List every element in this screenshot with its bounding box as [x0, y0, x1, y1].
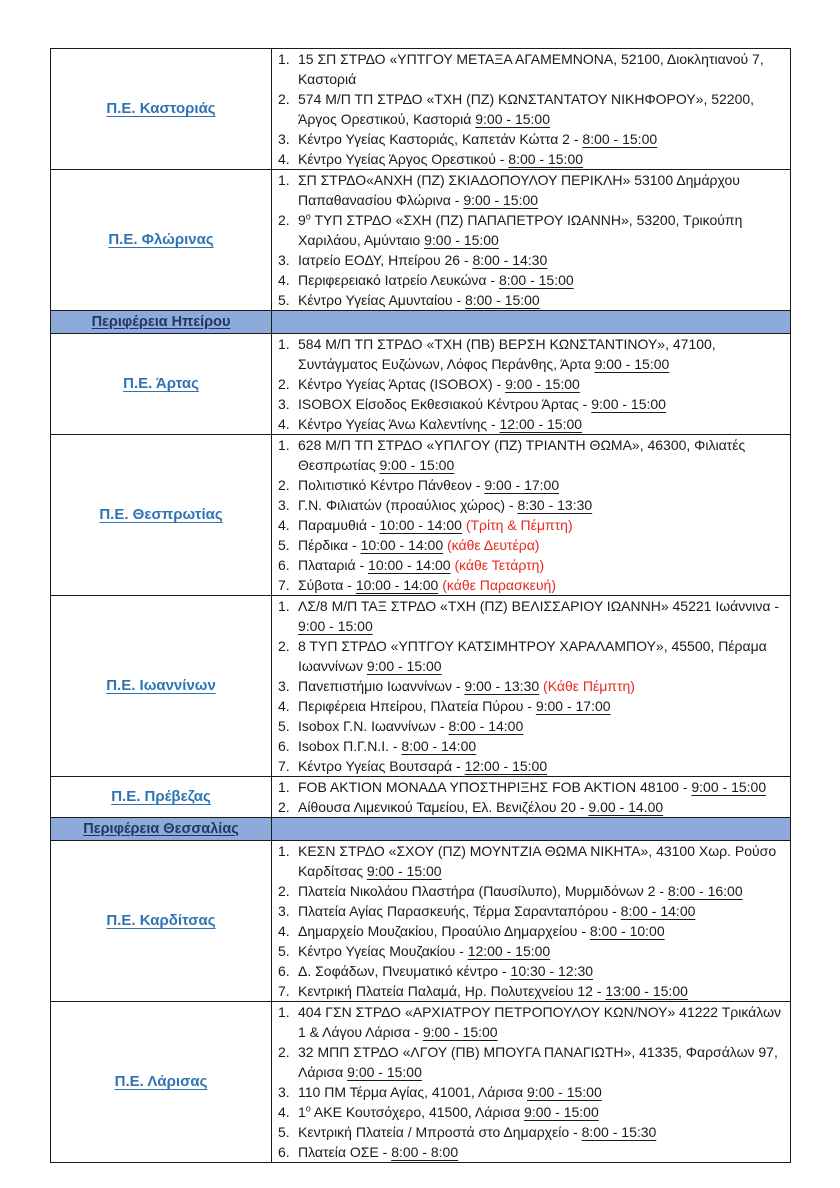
opening-hours: 13:00 - 15:00: [605, 983, 688, 999]
location-item-text: [298, 881, 790, 901]
location-item-text: [298, 555, 790, 575]
location-item: [272, 334, 790, 374]
location-text-segment: Πλατεία ΟΣΕ -: [298, 1144, 392, 1160]
day-note: (κάθε Τετάρτη): [454, 557, 545, 573]
locations-cell: [272, 1002, 791, 1163]
location-item-number: 7.: [278, 758, 290, 774]
location-item-number: 5.: [278, 943, 290, 959]
location-item-number: 4.: [278, 517, 290, 533]
opening-hours: 9.00 - 14.00: [588, 799, 664, 815]
region-link[interactable]: Π.Ε. Καστοριάς: [106, 100, 216, 117]
location-item-text: [298, 129, 790, 149]
location-text-segment: 15 ΣΠ ΣΤΡΔΟ «ΥΠΤΓΟΥ ΜΕΤΑΞΑ ΑΓΑΜΕΜΝΟΝΑ, 52100, Διοκλητιανού 7, Καστοριά: [298, 51, 764, 87]
location-item-text: [298, 1002, 790, 1042]
location-item-number: 5.: [278, 1124, 290, 1140]
location-text-segment: Isobox Γ.Ν. Ιωαννίνων -: [298, 718, 449, 734]
location-item: [272, 149, 790, 169]
opening-hours: 10:00 - 14:00: [360, 537, 444, 553]
location-item-number: 2.: [278, 1044, 290, 1060]
opening-hours: 8:00 - 16:00: [667, 883, 743, 899]
opening-hours: 9:00 - 15:00: [424, 232, 499, 248]
locations-cell: [272, 334, 791, 435]
location-text-segment: Πλατεία Νικολάου Πλαστήρα (Παυσίλυπο), Μυρμιδόνων 2 -: [298, 883, 668, 899]
location-item-text: [298, 270, 790, 290]
opening-hours: 12:00 - 15:00: [467, 943, 551, 959]
location-text-segment: Κέντρο Υγείας Άνω Καλεντίνης -: [298, 416, 500, 432]
region-row: [51, 49, 791, 170]
location-item-text: [298, 1142, 790, 1162]
location-item-text: [298, 901, 790, 921]
location-item: [272, 290, 790, 310]
location-item-text: [298, 777, 790, 797]
region-link[interactable]: Π.Ε. Λάρισας: [114, 1073, 208, 1090]
location-text-segment: FOB AKTION ΜΟΝΑΔΑ ΥΠΟΣΤΗΡΙΞΗΣ FOB AKTION 48100 -: [298, 779, 692, 795]
location-text-segment: Κέντρο Υγείας Άργος Ορεστικού -: [298, 151, 509, 167]
location-item: [272, 981, 790, 1001]
location-text-segment: Κεντρική Πλατεία / Μπροστά στο Δημαρχείο -: [298, 1124, 582, 1140]
location-text-segment: Κέντρο Υγείας Άρτας (ISOBOX) -: [298, 376, 506, 392]
opening-hours: 9:00 - 15:00: [366, 863, 442, 879]
region-row: [51, 1002, 791, 1163]
location-text-segment: ΛΣ/8 Μ/Π ΤΑΞ ΣΤΡΔΟ «ΤΧΗ (ΠΖ) ΒΕΛΙΣΣΑΡΙΟΥ ΙΩΑΝΝΗ» 45221 Ιωάννινα -: [298, 598, 779, 614]
location-item-text: [298, 334, 790, 374]
location-item-number: 1.: [278, 336, 290, 352]
location-item-text: [298, 696, 790, 716]
location-item-number: 2.: [278, 376, 290, 392]
region-cell: [51, 841, 272, 1002]
location-text-segment: Isobox Π.Γ.Ν.Ι. -: [298, 738, 402, 754]
region-link[interactable]: Π.Ε. Ιωαννίνων: [106, 677, 216, 694]
location-text-segment: 404 ΓΣΝ ΣΤΡΔΟ «ΑΡΧΙΑΤΡΟΥ ΠΕΤΡΟΠΟΥΛΟΥ ΚΩΝ/ΝΟΥ» 41222 Τρικάλων 1 & Λάγου Λάρισα -: [298, 1004, 781, 1040]
location-item: [272, 129, 790, 149]
region-cell: [51, 1002, 272, 1163]
region-link[interactable]: Π.Ε. Άρτας: [123, 375, 199, 392]
locations-cell: [272, 777, 791, 818]
locations-table: [50, 48, 791, 1163]
location-item-text: [298, 575, 790, 595]
location-item: [272, 941, 790, 961]
location-item-text: [298, 250, 790, 270]
region-cell: [51, 334, 272, 435]
location-item: [272, 475, 790, 495]
location-item: [272, 515, 790, 535]
locations-table-body: [51, 49, 791, 1163]
opening-hours: 12:00 - 15:00: [464, 758, 548, 774]
location-item-number: 5.: [278, 292, 290, 308]
location-item-number: 3.: [278, 252, 290, 268]
opening-hours: 8:00 - 14:30: [472, 252, 548, 268]
opening-hours: 9:00 - 15:00: [475, 111, 550, 127]
opening-hours: 9:00 - 15:00: [379, 457, 455, 473]
location-item-number: 4.: [278, 272, 290, 288]
location-text-segment: Σύβοτα -: [298, 577, 356, 593]
location-text-segment: 584 Μ/Π ΤΠ ΣΤΡΔΟ «ΤΧΗ (ΠΒ) ΒΕΡΣΗ ΚΩΝΣΤΑΝΤΙΝΟΥ», 47100, Συντάγματος Ευζώνων, Λόφος Περάνθης, Άρτα: [298, 336, 716, 372]
section-header-cell: [51, 818, 272, 841]
location-item: [272, 777, 790, 797]
location-item: [272, 736, 790, 756]
location-item-text: [298, 475, 790, 495]
location-text-segment: Ιατρείο ΕΟΔΥ, Ηπείρου 26 -: [298, 252, 473, 268]
location-item-text: [298, 149, 790, 169]
section-header-label: Περιφέρεια Θεσσαλίας: [83, 821, 239, 837]
location-text-segment: 8 ΤΥΠ ΣΤΡΔΟ «ΥΠΤΓΟΥ ΚΑΤΣΙΜΗΤΡΟΥ ΧΑΡΑΛΑΜΠΟΥ», 45500, Πέραμα Ιωαννίνων: [298, 638, 767, 674]
location-text-segment: Πέρδικα -: [298, 537, 361, 553]
location-item: [272, 374, 790, 394]
location-item: [272, 1142, 790, 1162]
location-item: [272, 394, 790, 414]
opening-hours: 8:00 - 14:00: [448, 718, 524, 734]
location-item-number: 4.: [278, 923, 290, 939]
location-item-number: 1.: [278, 172, 290, 188]
opening-hours: 9:00 - 17:00: [484, 477, 560, 493]
opening-hours: 8:00 - 15:00: [464, 292, 540, 308]
location-item-text: [298, 736, 790, 756]
opening-hours: 9:00 - 15:00: [524, 1104, 599, 1120]
location-item-text: [298, 756, 790, 776]
opening-hours: 10:00 - 14:00: [368, 557, 451, 573]
location-item: [272, 435, 790, 475]
location-text-segment: Κέντρο Υγείας Αμυνταίου -: [298, 292, 465, 308]
region-link[interactable]: Π.Ε. Θεσπρωτίας: [99, 506, 223, 523]
opening-hours: 9:00 - 15:00: [691, 779, 767, 795]
location-item-text: [298, 435, 790, 475]
location-item-text: [298, 515, 790, 535]
opening-hours: 9:00 - 15:00: [298, 618, 373, 634]
location-item-text: [298, 1122, 790, 1142]
opening-hours: 8:00 - 15:00: [508, 151, 584, 167]
location-text-segment: ΚΕΣΝ ΣΤΡΔΟ «ΣΧΟΥ (ΠΖ) ΜΟΥΝΤΖΙΑ ΘΩΜΑ ΝΙΚΗΤΑ», 43100 Χωρ. Ρούσο Καρδίτσας: [298, 843, 777, 879]
region-row: [51, 334, 791, 435]
location-text-segment: Πλατεία Αγίας Παρασκευής, Τέρμα Σαρανταπόρου -: [298, 903, 621, 919]
region-link[interactable]: Π.Ε. Πρέβεζας: [111, 788, 211, 805]
opening-hours: 9:00 - 15:00: [347, 1064, 422, 1080]
location-text-segment: 574 Μ/Π ΤΠ ΣΤΡΔΟ «ΤΧΗ (ΠΖ) ΚΩΝΣΤΑΝΤΑΤΟΥ ΝΙΚΗΦΟΡΟΥ», 52200, Άργος Ορεστικού, Καστοριά: [298, 91, 755, 127]
location-text-segment: ΑΚΕ Κουτσόχερο, 41500, Λάρισα: [310, 1104, 525, 1120]
opening-hours: 9:00 - 13:30: [464, 678, 540, 694]
opening-hours: 8:00 - 14:00: [401, 738, 477, 754]
location-item-number: 7.: [278, 983, 290, 999]
location-item: [272, 841, 790, 881]
location-text-segment: Γ.Ν. Φιλιατών (προαύλιος χώρος) -: [298, 497, 518, 513]
location-item: [272, 1002, 790, 1042]
location-item-number: 2.: [278, 883, 290, 899]
region-cell: [51, 596, 272, 777]
location-text-segment: Κέντρο Υγείας Καστοριάς, Καπετάν Κώττα 2 -: [298, 131, 583, 147]
location-text-segment: 32 ΜΠΠ ΣΤΡΔΟ «ΛΓΟΥ (ΠΒ) ΜΠΟΥΓΑ ΠΑΝΑΓΙΩΤΗ», 41335, Φαρσάλων 97, Λάρισα: [298, 1044, 778, 1080]
location-text-segment: Αίθουσα Λιμενικού Ταμείου, Ελ. Βενιζέλου 20 -: [298, 799, 589, 815]
location-item: [272, 636, 790, 676]
location-text-segment: Κεντρική Πλατεία Παλαμά, Ηρ. Πολυτεχνείου 12 -: [298, 983, 606, 999]
region-link[interactable]: Π.Ε. Καρδίτσας: [106, 912, 216, 929]
location-text-segment: Κέντρο Υγείας Βουτσαρά -: [298, 758, 465, 774]
day-note: (Κάθε Πέμπτη): [543, 678, 635, 694]
location-item-number: 2.: [278, 91, 290, 107]
section-header-cell-right: [272, 818, 791, 841]
opening-hours: 9:00 - 15:00: [422, 1024, 498, 1040]
location-item-number: 3.: [278, 131, 290, 147]
location-item: [272, 1042, 790, 1082]
location-item-text: [298, 414, 790, 434]
location-item-number: 3.: [278, 903, 290, 919]
location-item: [272, 1122, 790, 1142]
location-item-number: 6.: [278, 1144, 290, 1160]
location-text-segment: Κέντρο Υγείας Μουζακίου -: [298, 943, 468, 959]
location-item-text: [298, 596, 790, 636]
location-item: [272, 170, 790, 210]
opening-hours: 8:00 - 10:00: [589, 923, 665, 939]
location-item-text: [298, 394, 790, 414]
location-item-text: [298, 981, 790, 1001]
day-note: (κάθε Δευτέρα): [447, 537, 540, 553]
location-item: [272, 495, 790, 515]
location-item-text: [298, 921, 790, 941]
location-item-number: 3.: [278, 1084, 290, 1100]
location-item-text: [298, 676, 790, 696]
region-cell: [51, 777, 272, 818]
location-text-segment: 9: [298, 212, 306, 228]
location-item: [272, 797, 790, 817]
region-row: [51, 435, 791, 596]
region-row: [51, 841, 791, 1002]
opening-hours: 8:30 - 13:30: [517, 497, 593, 513]
location-text-segment: Δημαρχείο Μουζακίου, Προαύλιο Δημαρχείου -: [298, 923, 590, 939]
location-item-number: 2.: [278, 638, 290, 654]
location-item: [272, 1102, 790, 1122]
location-item: [272, 881, 790, 901]
location-item-number: 5.: [278, 537, 290, 553]
location-item-number: 6.: [278, 557, 290, 573]
location-item-text: [298, 636, 790, 676]
location-item: [272, 901, 790, 921]
opening-hours: 9:00 - 15:00: [463, 192, 539, 208]
location-text-segment: ΣΠ ΣΤΡΔΟ«ΑΝΧΗ (ΠΖ) ΣΚΙΑΔΟΠΟΥΛΟΥ ΠΕΡΙΚΛΗ» 53100 Δημάρχου Παπαθανασίου Φλώρινα -: [298, 172, 740, 208]
location-item-text: [298, 495, 790, 515]
section-header-cell: [51, 311, 272, 334]
location-text-segment: Δ. Σοφάδων, Πνευματικό κέντρο -: [298, 963, 511, 979]
location-item-text: [298, 89, 790, 129]
location-item-number: 4.: [278, 416, 290, 432]
region-cell: [51, 49, 272, 170]
opening-hours: 9:00 - 15:00: [366, 658, 442, 674]
location-item-number: 2.: [278, 212, 290, 228]
location-item-text: [298, 1042, 790, 1082]
location-item: [272, 575, 790, 595]
location-text-segment: 628 Μ/Π ΤΠ ΣΤΡΔΟ «ΥΠΛΓΟΥ (ΠΖ) ΤΡΙΑΝΤΗ ΘΩΜΑ», 46300, Φιλιατές Θεσπρωτίας: [298, 437, 746, 473]
location-item: [272, 210, 790, 250]
location-item-number: 3.: [278, 396, 290, 412]
opening-hours: 8:00 - 15:00: [582, 131, 658, 147]
opening-hours: 9:00 - 17:00: [535, 698, 611, 714]
region-row: [51, 596, 791, 777]
section-header-cell-right: [272, 311, 791, 334]
location-item: [272, 89, 790, 129]
location-text-segment: Πανεπιστήμιο Ιωαννίνων -: [298, 678, 465, 694]
opening-hours: 9:00 - 15:00: [591, 396, 666, 412]
opening-hours: 9:00 - 15:00: [505, 376, 580, 392]
location-text-segment: ο: [305, 1103, 311, 1114]
opening-hours: 10:00 - 14:00: [379, 517, 462, 533]
location-item-number: 2.: [278, 799, 290, 815]
location-text-segment: Περιφέρεια Ηπείρου, Πλατεία Πύρου -: [298, 698, 536, 714]
location-item-number: 1.: [278, 843, 290, 859]
location-item-number: 1.: [278, 437, 290, 453]
location-item-text: [298, 210, 790, 250]
location-text-segment: Πολιτιστικό Κέντρο Πάνθεον -: [298, 477, 485, 493]
location-text-segment: Πλαταριά -: [298, 557, 369, 573]
day-note: (κάθε Παρασκευή): [442, 577, 556, 593]
location-item-number: 1.: [278, 51, 290, 67]
location-item: [272, 961, 790, 981]
location-text-segment: 110 ΠΜ Τέρμα Αγίας, 41001, Λάρισα: [298, 1084, 528, 1100]
location-item-number: 4.: [278, 1104, 290, 1120]
location-item: [272, 535, 790, 555]
section-header-row: [51, 311, 791, 334]
location-item-number: 2.: [278, 477, 290, 493]
opening-hours: 12:00 - 15:00: [499, 416, 583, 432]
location-item-number: 7.: [278, 577, 290, 593]
location-item: [272, 555, 790, 575]
location-item-text: [298, 49, 790, 89]
location-text-segment: ο: [305, 211, 311, 222]
location-text-segment: ISOBOX Είσοδος Εκθεσιακού Κέντρου Άρτας -: [298, 396, 592, 412]
section-header-label: Περιφέρεια Ηπείρου: [91, 314, 231, 330]
location-item-text: [298, 170, 790, 210]
location-item: [272, 756, 790, 776]
region-link[interactable]: Π.Ε. Φλώρινας: [108, 231, 214, 248]
location-item: [272, 250, 790, 270]
day-note: (Τρίτη & Πέμπτη): [465, 517, 573, 533]
opening-hours: 8:00 - 14:00: [620, 903, 696, 919]
location-item-text: [298, 941, 790, 961]
location-item: [272, 49, 790, 89]
opening-hours: 8:00 - 15:30: [581, 1124, 657, 1140]
location-item-text: [298, 716, 790, 736]
opening-hours: 8:00 - 8:00: [391, 1144, 459, 1160]
opening-hours: 10:30 - 12:30: [510, 963, 594, 979]
opening-hours: 10:00 - 14:00: [355, 577, 439, 593]
location-item: [272, 676, 790, 696]
section-header-row: [51, 818, 791, 841]
location-text-segment: Παραμυθιά -: [298, 517, 380, 533]
location-item-text: [298, 290, 790, 310]
location-text-segment: 1: [298, 1104, 306, 1120]
location-item-text: [298, 1082, 790, 1102]
opening-hours: 9:00 - 15:00: [527, 1084, 602, 1100]
location-item-number: 1.: [278, 1004, 290, 1020]
location-item-text: [298, 841, 790, 881]
location-item-text: [298, 797, 790, 817]
location-item-text: [298, 535, 790, 555]
location-item-number: 6.: [278, 738, 290, 754]
locations-cell: [272, 49, 791, 170]
location-item-number: 1.: [278, 598, 290, 614]
location-item: [272, 716, 790, 736]
locations-cell: [272, 841, 791, 1002]
locations-cell: [272, 170, 791, 311]
locations-cell: [272, 435, 791, 596]
location-item: [272, 1082, 790, 1102]
location-item-number: 4.: [278, 698, 290, 714]
locations-cell: [272, 596, 791, 777]
location-item-number: 5.: [278, 718, 290, 734]
location-item-number: 3.: [278, 678, 290, 694]
location-item-number: 1.: [278, 779, 290, 795]
location-item-number: 6.: [278, 963, 290, 979]
location-item-text: [298, 374, 790, 394]
location-item: [272, 596, 790, 636]
location-item: [272, 270, 790, 290]
location-item: [272, 921, 790, 941]
region-cell: [51, 170, 272, 311]
region-row: [51, 170, 791, 311]
region-row: [51, 777, 791, 818]
location-text-segment: Περιφερειακό Ιατρείο Λευκώνα -: [298, 272, 499, 288]
location-text-segment: ΤΥΠ ΣΤΡΔΟ «ΣΧΗ (ΠΖ) ΠΑΠΑΠΕΤΡΟΥ ΙΩΑΝΝΗ», 53200, Τρικούπη Χαριλάου, Αμύνταιο: [298, 212, 743, 248]
location-item-number: 4.: [278, 151, 290, 167]
region-cell: [51, 435, 272, 596]
opening-hours: 8:00 - 15:00: [498, 272, 574, 288]
location-item: [272, 414, 790, 434]
location-item-number: 3.: [278, 497, 290, 513]
opening-hours: 9:00 - 15:00: [594, 356, 670, 372]
location-item: [272, 696, 790, 716]
location-item-text: [298, 961, 790, 981]
location-item-text: [298, 1102, 790, 1122]
